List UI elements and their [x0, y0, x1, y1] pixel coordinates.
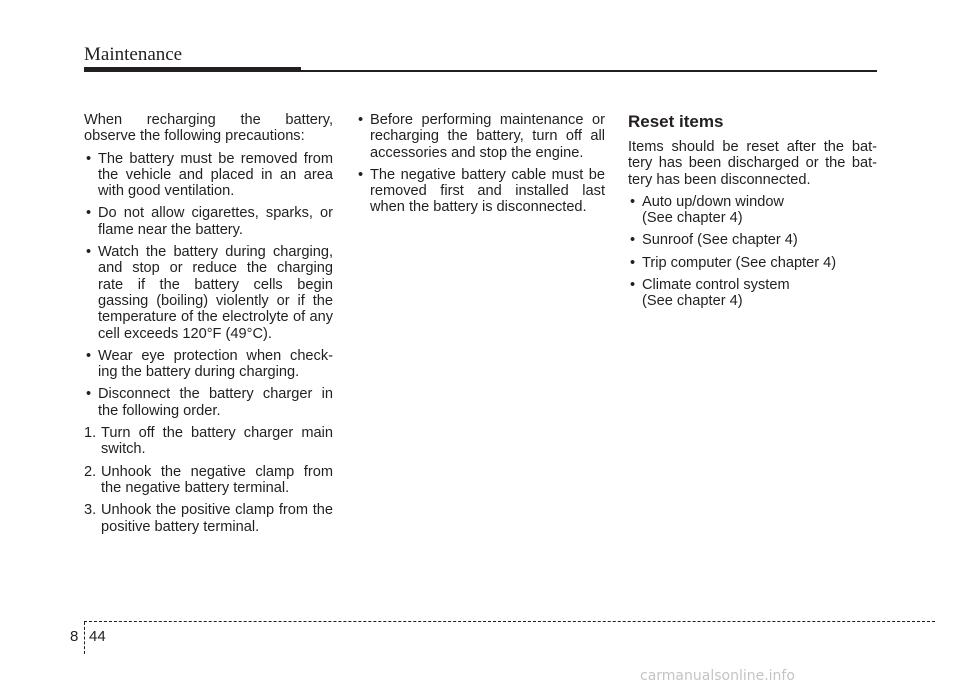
footer-chapter-number: 8	[70, 628, 79, 645]
reset-item-name: • Sunroof (See chapter 4)	[642, 232, 798, 249]
step-number: 1.	[84, 425, 97, 442]
reset-item	[628, 194, 877, 227]
footer-dashed-rule	[84, 621, 935, 622]
disconnect-step	[84, 464, 333, 497]
reset-intro: Items should be reset after the bat-tery has been discharged or the bat-tery has been disconnected.	[628, 139, 877, 188]
disconnect-step	[84, 502, 333, 535]
intro-line-1: When recharging the battery,	[84, 112, 333, 128]
step-text: Turn off the battery charger main switch.	[101, 425, 333, 458]
disconnect-step	[84, 425, 333, 458]
reset-item-name: • Climate control system	[642, 277, 790, 294]
reset-item-ref: (See chapter 4)	[642, 293, 743, 310]
step-number: 3.	[84, 502, 97, 519]
intro-line-2: observe the following precautions:	[84, 128, 305, 145]
header-rule-thick	[84, 67, 301, 72]
precaution-bullet: • Do not allow cigarettes, sparks, or flame near the battery.	[84, 205, 333, 238]
step-text: Unhook the negative clamp from the negative battery terminal.	[101, 463, 333, 496]
precaution-bullet: • The battery must be removed from the vehicle and placed in an area with good ventilation.	[84, 151, 333, 200]
precaution-bullet: • Before performing maintenance or recharging the battery, turn off all accessories and stop the engine.	[356, 112, 605, 161]
reset-item	[628, 277, 877, 310]
column-right	[628, 112, 877, 310]
column-middle	[356, 112, 605, 216]
precaution-bullet: • Watch the battery during charging, and stop or reduce the charging rate if the battery cells begin gassing (boiling) violently or if the temperature of the electrolyte of any cell exceeds 120°F (49°C).	[84, 244, 333, 342]
step-number: 2.	[84, 463, 97, 480]
reset-item-name: • Auto up/down window	[642, 193, 784, 210]
step-text: Unhook the positive clamp from the positive battery terminal.	[101, 502, 333, 535]
precaution-bullet: • Wear eye protection when check-ing the battery during charging.	[84, 348, 333, 381]
header-rule-thin	[301, 70, 877, 72]
section-title-reset-items: Reset items	[628, 112, 724, 131]
footer-dashed-divider	[84, 622, 85, 654]
column-left	[84, 112, 333, 535]
precaution-bullet: • The negative battery cable must be removed first and installed last when the battery is disconnected.	[356, 167, 605, 216]
reset-item-name: • Trip computer (See chapter 4)	[642, 254, 837, 271]
reset-item-ref: (See chapter 4)	[642, 210, 743, 227]
page-header-title: Maintenance	[84, 44, 183, 65]
watermark-text: carmanualsonline.info	[640, 668, 795, 684]
precaution-bullet: • Disconnect the battery charger in the following order.	[84, 386, 333, 419]
footer-page-number: 44	[89, 628, 106, 645]
reset-item	[628, 232, 877, 248]
reset-item	[628, 255, 877, 271]
